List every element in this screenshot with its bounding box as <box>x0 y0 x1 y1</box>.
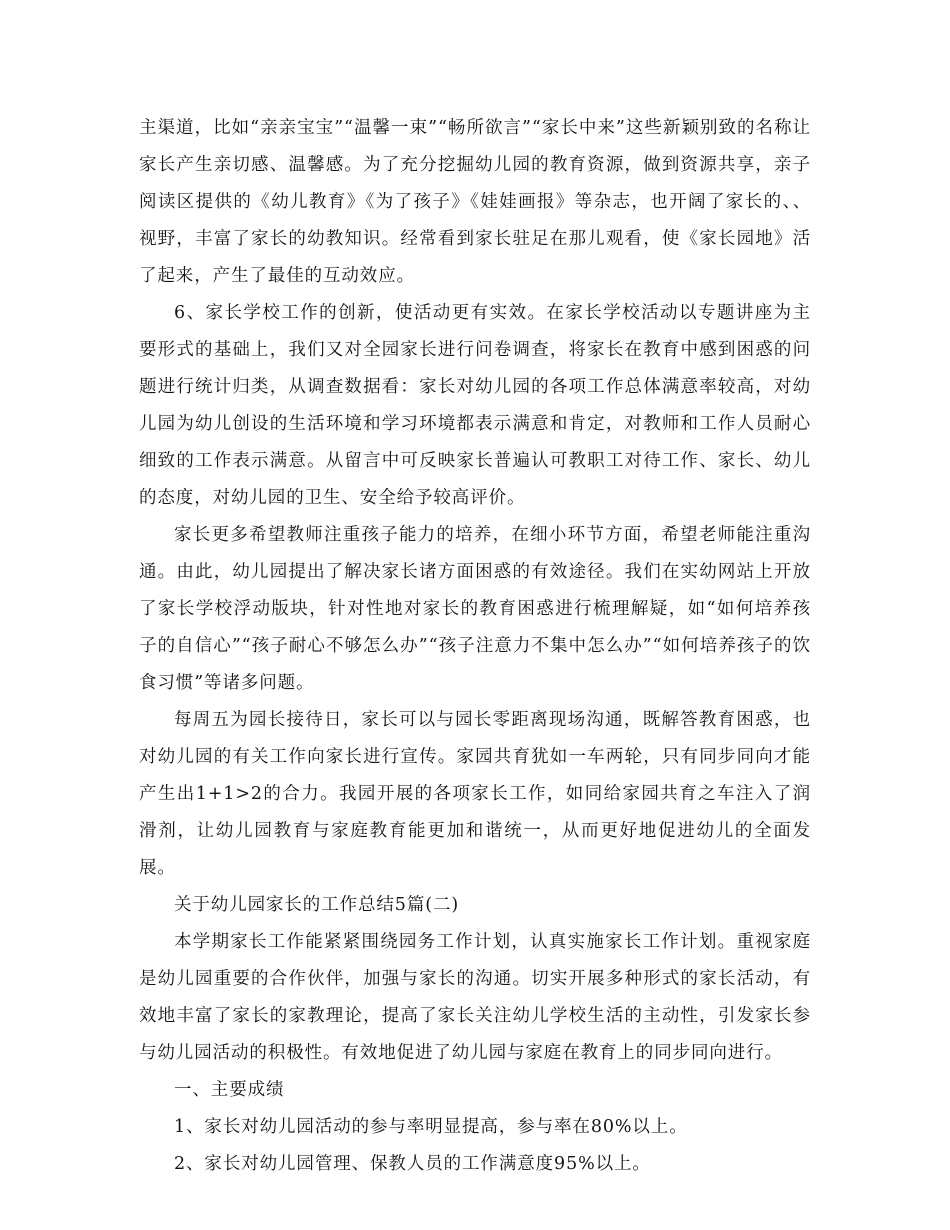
document-body <box>139 110 811 1183</box>
paragraph-continuation: 主渠道，比如“亲亲宝宝”“温馨一束”“畅所欲言”“家长中来”这些新颖别致的名称让家长产生亲切感、温馨感。为了充分挖掘幼儿园的教育资源，做到资源共享，亲子阅读区提供的《幼儿教育》《为了孩子》《娃娃画报》等杂志，也开阔了家长的、、视野，丰富了家长的幼教知识。经常看到家长驻足在那儿观看，使《家长园地》活了起来，产生了最佳的互动效应。 <box>139 118 811 286</box>
subheading-main-achievements: 一、主要成绩 <box>174 1080 285 1100</box>
list-item-participation: 1、家长对幼儿园活动的参与率明显提高，参与率在80%以上。 <box>174 1117 688 1137</box>
paragraph-semester-intro: 本学期家长工作能紧紧围绕园务工作计划，认真实施家长工作计划。重视家庭是幼儿园重要的合作伙伴，加强与家长的沟通。切实开展多种形式的家长活动，有效地丰富了家长的家教理论，提高了家长关注幼儿学校生活的主动性，引发家长参与幼儿园活动的积极性。有效地促进了幼儿园与家庭在教育上的同步同向进行。 <box>139 932 811 1063</box>
section-title: 关于幼儿园家长的工作总结5篇(二) <box>174 895 460 915</box>
paragraph-parent-expectations: 家长更多希望教师注重孩子能力的培养，在细小环节方面，希望老师能注重沟通。由此，幼儿园提出了解决家长诸方面困惑的有效途径。我们在实幼网站上开放了家长学校浮动版块，针对性地对家长的教育困惑进行梳理解疑，如“如何培养孩子的自信心”“孩子耐心不够怎么办”“孩子注意力不集中怎么办”“如何培养孩子的饮食习惯”等诸多问题。 <box>139 525 811 693</box>
paragraph-item-6: 6、家长学校工作的创新，使活动更有实效。在家长学校活动以专题讲座为主要形式的基础上，我们又对全园家长进行问卷调查，将家长在教育中感到困惑的问题进行统计归类，从调查数据看：家长对幼儿园的各项工作总体满意率较高，对幼儿园为幼儿创设的生活环境和学习环境都表示满意和肯定，对教师和工作人员耐心细致的工作表示满意。从留言中可反映家长普遍认可教职工对待工作、家长、幼儿的态度，对幼儿园的卫生、安全给予较高评价。 <box>139 303 811 508</box>
paragraph-reception-day: 每周五为园长接待日，家长可以与园长零距离现场沟通，既解答教育困惑，也对幼儿园的有关工作向家长进行宣传。家园共育犹如一车两轮，只有同步同向才能产生出1+1>2的合力。我园开展的各项家长工作，如同给家园共育之车注入了润滑剂，让幼儿园教育与家庭教育能更加和谐统一，从而更好地促进幼儿的全面发展。 <box>139 710 811 878</box>
list-item-satisfaction: 2、家长对幼儿园管理、保教人员的工作满意度95%以上。 <box>174 1154 651 1174</box>
